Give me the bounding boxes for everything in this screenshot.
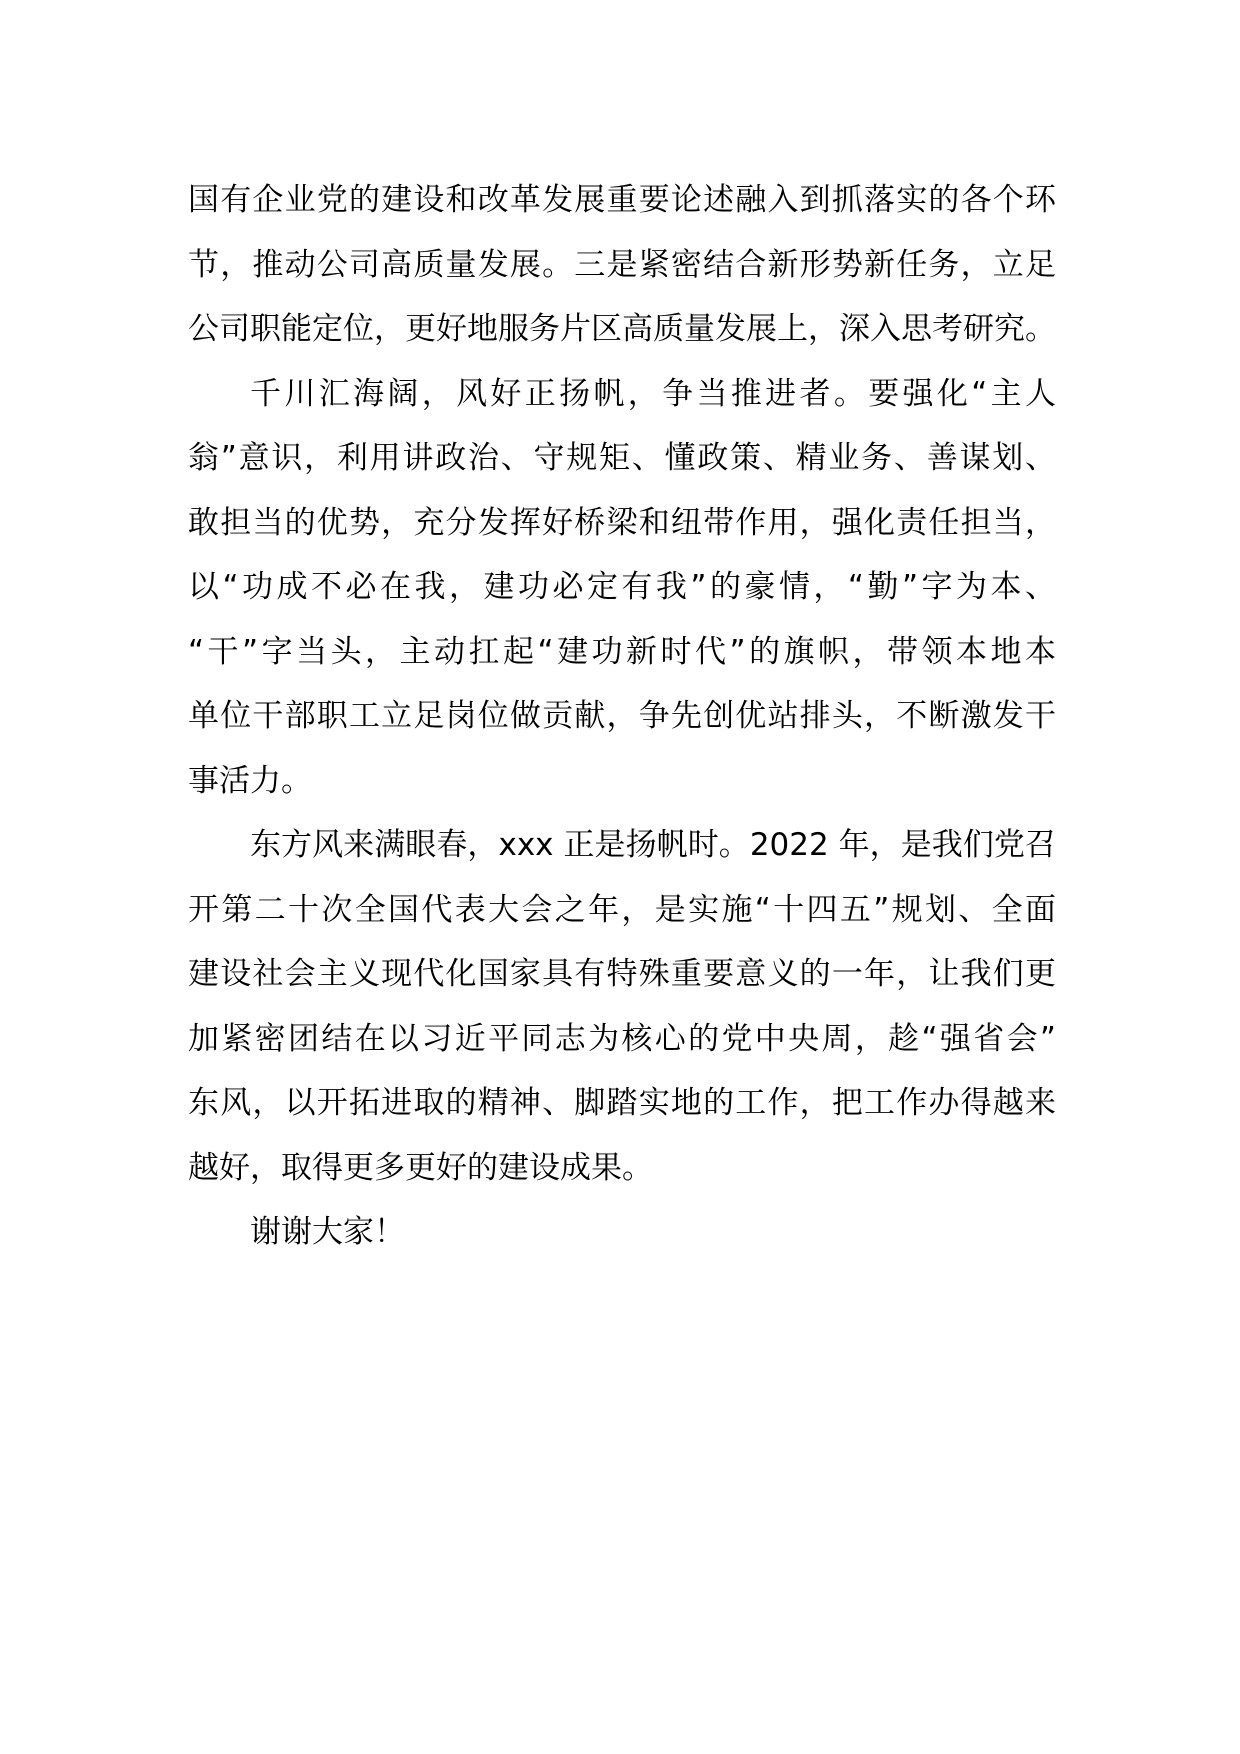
paragraph-line: 建设社会主义现代化国家具有特殊重要意义的一年，让我们更 (188, 956, 1056, 992)
paragraph-line: “干”字当头，主动扛起“建功新时代”的旗帜，带领本地本 (188, 633, 1056, 670)
paragraph-line: 开第二十次全国代表大会之年，是实施“十四五”规划、全面 (188, 891, 1056, 928)
paragraph-line: 单位干部职工立足岗位做贡献，争先创优站排头，不断激发干 (188, 698, 1056, 734)
paragraph-4 (188, 1200, 1056, 1265)
paragraph-line: 东风，以开拓进取的精神、脚踏实地的工作，把工作办得越来 (188, 1085, 1056, 1121)
paragraph-line: 事活力。 (188, 762, 312, 799)
closing-line: 谢谢大家！ (250, 1214, 405, 1250)
paragraph-line: 国有企业党的建设和改革发展重要论述融入到抓落实的各个环 (188, 182, 1056, 218)
paragraph-line: 千川汇海阔，风好正扬帆，争当推进者。要强化“主人 (250, 375, 1056, 412)
paragraph-2 (188, 362, 1056, 814)
paragraph-line: 加紧密团结在以习近平同志为核心的党中央周，趁“强省会” (188, 1020, 1056, 1057)
paragraph-1 (188, 168, 1056, 362)
paragraph-line: 东方风来满眼春，xxx 正是扬帆时。2022 年，是我们党召 (250, 827, 1056, 863)
paragraph-line: 翁”意识，利用讲政治、守规矩、懂政策、精业务、善谋划、 (188, 440, 1056, 476)
paragraph-line: 公司职能定位，更好地服务片区高质量发展上，深入思考研究。 (188, 311, 1056, 347)
document-body (188, 168, 1056, 1265)
paragraph-line: 敢担当的优势，充分发挥好桥梁和纽带作用，强化责任担当， (188, 504, 1056, 541)
paragraph-line: 节，推动公司高质量发展。三是紧密结合新形势新任务，立足 (188, 246, 1056, 283)
paragraph-3 (188, 813, 1056, 1200)
paragraph-line: 以“功成不必在我，建功必定有我”的豪情，“勤”字为本、 (188, 569, 1056, 605)
paragraph-line: 越好，取得更多更好的建设成果。 (188, 1149, 653, 1186)
